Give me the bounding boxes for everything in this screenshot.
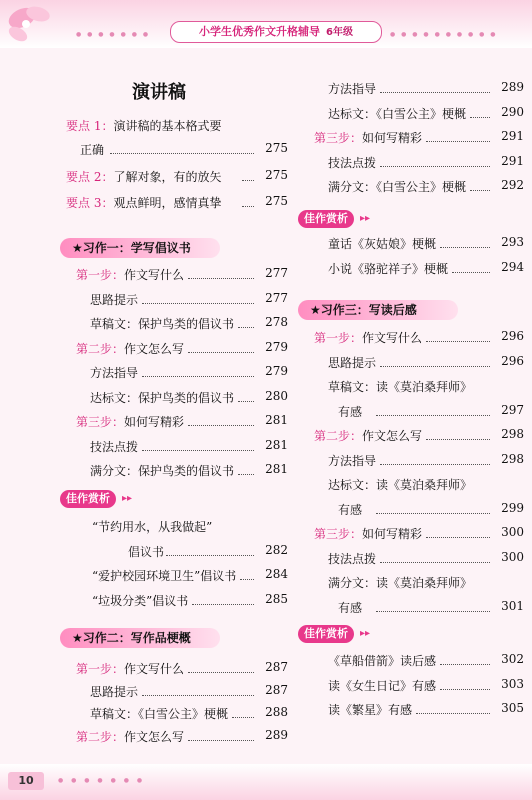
toc-point-1[interactable]: 要点 1：演讲稿的基本格式要 — [66, 119, 222, 133]
header-dots-right: ● ● ● ● ● ● ● ● ● ● — [390, 31, 498, 38]
toc-sub-row[interactable] — [90, 705, 228, 722]
toc-sub-row[interactable] — [328, 452, 376, 469]
point-text: 观点鲜明，感情真挚 — [113, 196, 222, 210]
toc-sub-row[interactable] — [90, 364, 138, 381]
entry-text: 小说《骆驼祥子》梗概 — [328, 261, 449, 276]
leader-dots — [238, 401, 254, 402]
toc-sub-row[interactable] — [90, 291, 138, 308]
entry-text: “垃圾分类”倡议书 — [92, 593, 189, 608]
toc-sub-row[interactable] — [328, 354, 376, 371]
leader-dots — [376, 513, 490, 514]
leader-dots — [426, 341, 490, 342]
entry-text: “爱护校园环境卫生”倡议书 — [92, 569, 237, 583]
page-ref: 303 — [501, 676, 524, 691]
step-label: 第一步： — [314, 331, 363, 345]
header-grade: 6年级 — [326, 27, 353, 38]
entry-text: 达标文：读《莫泊桑拜师》 — [328, 478, 473, 492]
leader-dots — [240, 579, 254, 580]
entry-text: 如何写精彩 — [362, 527, 423, 541]
toc-sub-row[interactable] — [90, 315, 234, 332]
entry-text: 作文写什么 — [124, 268, 185, 282]
point-text-cont: 正确 — [80, 143, 105, 157]
entry-text: 达标文：《白雪公主》梗概 — [328, 106, 467, 121]
entry-text: 方法指导 — [90, 366, 139, 380]
toc-sub-row[interactable] — [92, 592, 188, 609]
page-ref: 282 — [265, 542, 288, 557]
toc-point-1-cont — [80, 141, 104, 158]
leader-dots — [242, 180, 254, 181]
toc-sub-row[interactable] — [90, 438, 138, 455]
entry-text: 思路提示 — [90, 292, 139, 307]
page-ref: 301 — [501, 598, 524, 613]
toc-sub-row[interactable] — [328, 476, 472, 493]
toc-step-row[interactable] — [314, 427, 422, 444]
entry-text-cont: 有感 — [338, 600, 363, 615]
page-ref: 294 — [501, 259, 524, 274]
entry-text: 思路提示 — [90, 684, 139, 699]
leader-dots — [426, 141, 490, 142]
leader-dots — [142, 450, 254, 451]
leader-dots — [440, 247, 490, 248]
toc-step-row[interactable] — [76, 728, 184, 745]
entry-text: 达标文：保护鸟类的倡议书 — [90, 390, 235, 405]
toc-sub-row[interactable] — [328, 701, 412, 718]
entry-text: 作文写什么 — [124, 662, 185, 676]
toc-step-row[interactable] — [76, 266, 184, 283]
leader-dots — [380, 92, 490, 93]
toc-step-row[interactable] — [76, 340, 184, 357]
leader-dots — [142, 695, 254, 696]
leader-dots — [188, 672, 254, 673]
leader-dots — [426, 537, 490, 538]
appreciation-badge-3: 佳作赏析 — [298, 625, 354, 643]
entry-text: 作文怎么写 — [362, 429, 423, 443]
leader-dots — [470, 190, 490, 191]
toc-sub-row[interactable] — [328, 105, 466, 122]
leader-dots — [142, 376, 254, 377]
leader-dots — [380, 366, 490, 367]
page-ref: 298 — [501, 427, 524, 441]
entry-text: 满分文：读《莫泊桑拜师》 — [328, 576, 473, 590]
entry-text: 如何写精彩 — [362, 131, 423, 145]
arrow-icon: ▸▸ — [360, 628, 371, 639]
page-ref: 298 — [501, 451, 524, 466]
leader-dots — [238, 327, 254, 328]
header-title: 小学生优秀作文升格辅导 — [199, 25, 321, 38]
page-ref: 279 — [265, 364, 288, 378]
page-ref: 287 — [265, 682, 288, 697]
step-label: 第一步： — [76, 662, 125, 676]
toc-point-2[interactable]: 要点 2：了解对象，有的放矢 — [66, 170, 222, 184]
entry-text-cont: 有感 — [338, 404, 363, 419]
leader-dots — [470, 117, 490, 118]
appreciation-badge-2: 佳作赏析 — [298, 210, 354, 228]
leader-dots — [380, 464, 490, 465]
page-ref: 289 — [501, 80, 524, 94]
page-ref: 275 — [265, 168, 288, 182]
page-ref: 290 — [501, 104, 524, 119]
page-ref: 296 — [501, 353, 524, 368]
page-ref: 305 — [501, 701, 524, 715]
leader-dots — [188, 425, 254, 426]
entry-text: 草稿文：读《莫泊桑拜师》 — [328, 380, 473, 394]
page-ref: 278 — [265, 315, 288, 329]
entry-text: 方法指导 — [328, 82, 377, 96]
entry-text: 作文怎么写 — [124, 729, 185, 744]
toc-sub-row[interactable] — [328, 80, 376, 97]
leader-dots — [188, 740, 254, 741]
point-key: 要点 2 — [66, 170, 102, 184]
appreciation-badge-1: 佳作赏析 — [60, 490, 116, 508]
page-ref: 281 — [265, 413, 288, 427]
leader-dots — [242, 206, 254, 207]
toc-sub-row[interactable] — [92, 567, 236, 584]
header-title-box — [170, 21, 382, 43]
entry-text: 《草船借箭》读后感 — [328, 654, 437, 668]
toc-sub-row[interactable] — [328, 574, 472, 591]
page-ref: 291 — [501, 129, 524, 143]
point-key: 要点 1 — [66, 119, 102, 133]
section-heading-1[interactable]: ★习作一：学写倡议书 — [60, 238, 220, 258]
entry-text: 读《女生日记》有感 — [328, 678, 437, 693]
leader-dots — [110, 153, 254, 154]
point-key: 要点 3 — [66, 196, 102, 210]
page-ref: 287 — [265, 660, 288, 674]
page-ref: 275 — [265, 194, 288, 208]
footer-dots: ● ● ● ● ● ● ● — [58, 777, 146, 784]
entry-text-cont: 倡议书 — [128, 544, 165, 559]
page-ref: 297 — [501, 402, 524, 417]
section-heading-2[interactable]: ★习作二：写作品梗概 — [60, 628, 220, 648]
step-label: 第二步： — [76, 341, 125, 356]
toc-step-row[interactable] — [76, 413, 184, 430]
toc-step-row[interactable] — [314, 525, 422, 542]
page-title: 演讲稿 — [132, 82, 186, 103]
toc-sub-row[interactable] — [328, 178, 466, 195]
page-ref: 291 — [501, 153, 524, 168]
entry-text: 如何写精彩 — [124, 415, 185, 429]
step-label: 第二步： — [314, 429, 363, 443]
entry-text: 满分文：《白雪公主》梗概 — [328, 180, 467, 194]
leader-dots — [380, 166, 490, 167]
entry-text: 读《繁星》有感 — [328, 703, 413, 717]
leader-dots — [188, 352, 254, 353]
point-text: 了解对象，有的放矢 — [113, 170, 222, 184]
toc-sub-row[interactable] — [328, 677, 436, 694]
entry-text: 技法点拨 — [328, 155, 377, 170]
leader-dots — [416, 713, 490, 714]
page-number: 10 — [8, 772, 44, 790]
leader-dots — [440, 664, 490, 665]
leader-dots — [166, 555, 254, 556]
entry-text: 满分文：保护鸟类的倡议书 — [90, 464, 235, 478]
toc-sub-row[interactable] — [90, 683, 138, 700]
toc-point-3[interactable]: 要点 3：观点鲜明，感情真挚 — [66, 196, 222, 210]
entry-text: 作文写什么 — [362, 331, 423, 345]
entry-text: 草稿文：保护鸟类的倡议书 — [90, 317, 235, 331]
step-label: 第三步： — [314, 131, 363, 145]
arrow-icon: ▸▸ — [360, 213, 371, 224]
page-ref: 292 — [501, 178, 524, 192]
page-ref: 281 — [265, 437, 288, 452]
page-ref: 285 — [265, 591, 288, 606]
leader-dots — [188, 278, 254, 279]
entry-text: 方法指导 — [328, 453, 377, 468]
step-label: 第三步： — [314, 527, 363, 541]
entry-text: 童话《灰姑娘》梗概 — [328, 237, 437, 251]
leader-dots — [376, 611, 490, 612]
toc-sub-row[interactable] — [328, 652, 436, 669]
leader-dots — [380, 562, 490, 563]
page-ref: 284 — [265, 567, 288, 581]
step-label: 第一步： — [76, 268, 125, 282]
page-ref: 279 — [265, 339, 288, 354]
toc-sub-row[interactable] — [92, 518, 212, 535]
page-ref: 288 — [265, 705, 288, 719]
toc-sub-row[interactable] — [90, 462, 234, 479]
page-ref: 296 — [501, 329, 524, 343]
toc-sub-row[interactable] — [328, 378, 472, 395]
entry-text: 作文怎么写 — [124, 341, 185, 356]
entry-text: 技法点拨 — [90, 439, 139, 454]
flower-decoration-icon — [4, 4, 64, 48]
toc-step-row[interactable] — [76, 660, 184, 677]
page-ref: 300 — [501, 525, 524, 539]
toc-sub-row[interactable] — [328, 235, 436, 252]
page-header — [0, 0, 532, 48]
entry-text: 技法点拨 — [328, 551, 377, 566]
leader-dots — [232, 717, 254, 718]
leader-dots — [238, 474, 254, 475]
entry-text: “节约用水，从我做起” — [92, 520, 213, 534]
page-ref: 299 — [501, 500, 524, 515]
toc-step-row[interactable] — [314, 329, 422, 346]
leader-dots — [376, 415, 490, 416]
leader-dots — [192, 604, 254, 605]
step-label: 第三步： — [76, 415, 125, 429]
toc-sub-row[interactable] — [328, 154, 376, 171]
leader-dots — [426, 439, 490, 440]
page-ref: 277 — [265, 290, 288, 305]
arrow-icon: ▸▸ — [122, 493, 133, 504]
page-ref: 275 — [265, 141, 288, 155]
page-ref: 300 — [501, 549, 524, 564]
page-ref: 289 — [265, 727, 288, 742]
leader-dots — [142, 303, 254, 304]
page-ref: 277 — [265, 266, 288, 280]
header-dots-left: ● ● ● ● ● ● ● — [76, 31, 151, 38]
toc-sub-row[interactable] — [328, 260, 448, 277]
entry-text: 思路提示 — [328, 355, 377, 370]
step-label: 第二步： — [76, 729, 125, 744]
page-ref: 281 — [265, 462, 288, 476]
leader-dots — [452, 272, 490, 273]
page-ref: 302 — [501, 652, 524, 666]
leader-dots — [440, 689, 490, 690]
toc-step-row[interactable] — [314, 129, 422, 146]
toc-sub-row[interactable] — [328, 550, 376, 567]
entry-text: 草稿文：《白雪公主》梗概 — [90, 707, 229, 721]
toc-sub-row[interactable] — [90, 389, 234, 406]
page-ref: 293 — [501, 235, 524, 249]
entry-text-cont: 有感 — [338, 502, 363, 517]
section-heading-3[interactable]: ★习作三：写读后感 — [298, 300, 458, 320]
page-ref: 280 — [265, 388, 288, 403]
point-text: 演讲稿的基本格式要 — [113, 119, 222, 133]
